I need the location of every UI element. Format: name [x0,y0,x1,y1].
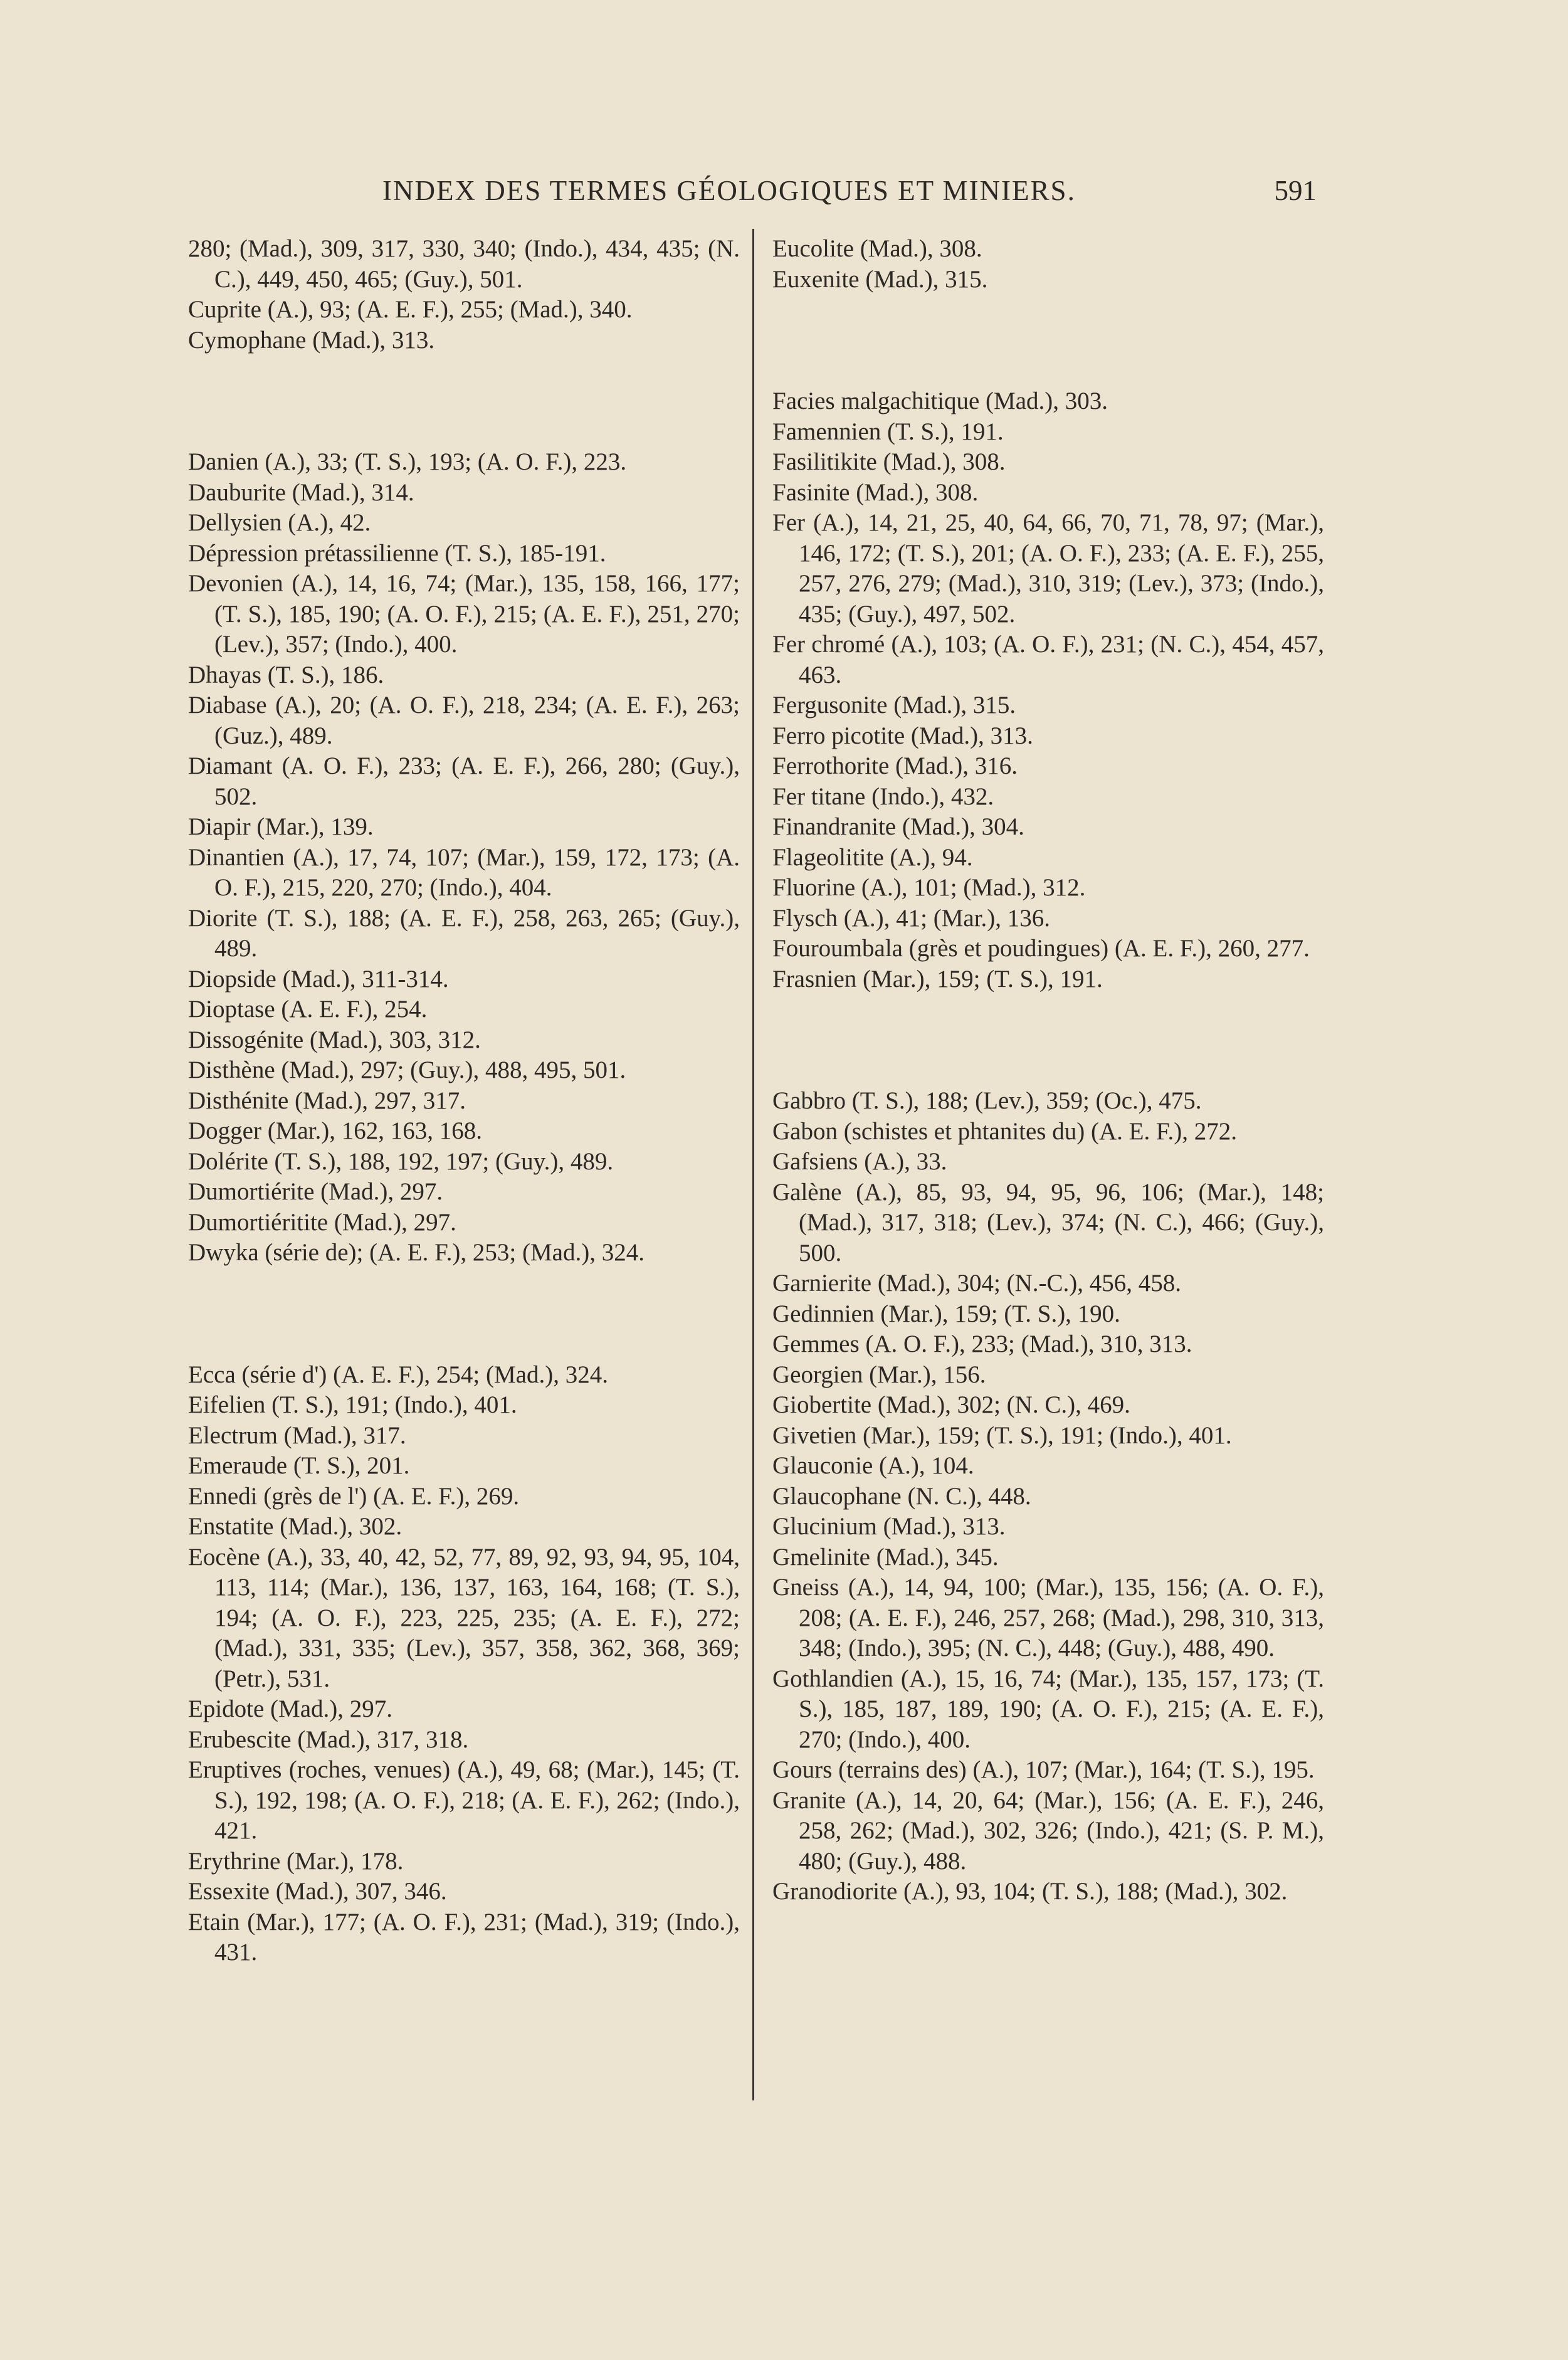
index-entry: Eifelien (T. S.), 191; (Indo.), 401. [188,1391,517,1418]
index-entry: Disthénite (Mad.), 297, 317. [188,1087,466,1114]
index-entry: Diopside (Mad.), 311-314. [188,965,449,993]
index-entry: Fouroumbala (grès et poudingues) (A. E. F.), 260, 277. [772,935,1310,962]
index-entry: Flysch (A.), 41; (Mar.), 136. [772,904,1051,932]
index-entry: Dellysien (A.), 42. [188,509,371,536]
index-entry: Diapir (Mar.), 139. [188,813,374,840]
index-entry: Gemmes (A. O. F.), 233; (Mad.), 310, 313. [772,1330,1192,1357]
index-entry: Fergusonite (Mad.), 315. [772,692,1016,719]
index-entry: Dolérite (T. S.), 188, 192, 197; (Guy.), 489. [188,1147,614,1175]
index-entry: Gabbro (T. S.), 188; (Lev.), 359; (Oc.), 475. [772,1087,1202,1114]
index-entry: Glaucophane (N. C.), 448. [772,1482,1031,1510]
index-entry: Gafsiens (A.), 33. [772,1148,947,1175]
index-entry: Fer (A.), 14, 21, 25, 40, 64, 66, 70, 71, 78, 97; (Mar.), 146, 172; (T. S.), 201; (A. O. F.), 233; (A. E. F.), 255, 257, 276, 279; (Mad.), 310, 319; (Lev.), 373; (Indo.), 435; (Guy.), 497, 502. [772,509,1324,628]
index-entry: Giobertite (Mad.), 302; (N. C.), 469. [772,1391,1130,1418]
index-entry: Essexite (Mad.), 307, 346. [188,1878,447,1905]
index-group-d [188,447,740,1268]
column-divider [752,229,754,2100]
index-entry: Eruptives (roches, venues) (A.), 49, 68; (Mar.), 145; (T. S.), 192, 198; (A. O. F.), 218; (A. E. F.), 262; (Indo.), 421. [188,1756,740,1844]
index-entry: Emeraude (T. S.), 201. [188,1452,410,1479]
index-group-c [188,234,740,356]
index-entry: Fasilitikite (Mad.), 308. [772,448,1006,475]
index-entry: Georgien (Mar.), 156. [772,1361,986,1388]
index-entry: Dumortiérite (Mad.), 297. [188,1178,443,1205]
running-header [188,174,1317,212]
index-entry: Facies malgachitique (Mad.), 303. [772,387,1108,414]
index-group-e [188,1360,740,1968]
index-entry: Eocène (A.), 33, 40, 42, 52, 77, 89, 92, 93, 94, 95, 104, 113, 114; (Mar.), 136, 137, 163, 164, 168; (T. S.), 194; (A. O. F.), 223, 225, 235; (A. E. F.), 272; (Mad.), 331, 335; (Lev.), 357, 358, 362, 368, 369; (Petr.), 531. [188,1543,740,1692]
index-entry: Gneiss (A.), 14, 94, 100; (Mar.), 135, 156; (A. O. F.), 208; (A. E. F.), 246, 257, 268; (Mad.), 298, 310, 313, 348; (Indo.), 395; (N. C.), 448; (Guy.), 488, 490. [772,1574,1324,1662]
index-entry: Erubescite (Mad.), 317, 318. [188,1725,469,1753]
index-entry: Fasinite (Mad.), 308. [772,478,979,506]
index-entry: Euxenite (Mad.), 315. [772,265,988,293]
index-entry: Ferro picotite (Mad.), 313. [772,722,1033,749]
index-entry: Dépression prétassilienne (T. S.), 185-191. [188,539,606,567]
index-entry: Dissogénite (Mad.), 303, 312. [188,1026,481,1053]
index-entry: Electrum (Mad.), 317. [188,1421,406,1449]
index-entry: Gours (terrains des) (A.), 107; (Mar.), 164; (T. S.), 195. [772,1756,1315,1783]
section-gap [772,994,1324,1086]
index-entry: Finandranite (Mad.), 304. [772,813,1024,840]
index-entry: Glucinium (Mad.), 313. [772,1513,1006,1540]
index-group-f [772,386,1324,994]
index-entry: Enstatite (Mad.), 302. [188,1513,403,1540]
index-group-g [772,1086,1324,1907]
index-entry: Dauburite (Mad.), 314. [188,478,414,506]
index-entry: Frasnien (Mar.), 159; (T. S.), 191. [772,965,1103,993]
index-entry: Dogger (Mar.), 162, 163, 168. [188,1117,483,1144]
index-entry: Flageolitite (A.), 94. [772,843,973,871]
index-entry: Gothlandien (A.), 15, 16, 74; (Mar.), 135, 157, 173; (T. S.), 185, 187, 189, 190; (A. O. F.), 215; (A. E. F.), 270; (Indo.), 400. [772,1665,1324,1753]
index-entry: Cuprite (A.), 93; (A. E. F.), 255; (Mad.), 340. [188,296,633,323]
index-entry: Fer titane (Indo.), 432. [772,782,994,810]
page-number: 591 [1274,175,1317,206]
index-entry: Diorite (T. S.), 188; (A. E. F.), 258, 263, 265; (Guy.), 489. [188,904,740,962]
index-entry: Dinantien (A.), 17, 74, 107; (Mar.), 159, 172, 173; (A. O. F.), 215, 220, 270; (Indo.), 404. [188,843,740,901]
index-entry: Epidote (Mad.), 297. [188,1695,393,1722]
index-entry: Galène (A.), 85, 93, 94, 95, 96, 106; (Mar.), 148; (Mad.), 317, 318; (Lev.), 374; (N. C.), 466; (Guy.), 500. [772,1178,1324,1267]
index-entry: Eucolite (Mad.), 308. [772,235,982,262]
index-entry: Granite (A.), 14, 20, 64; (Mar.), 156; (A. E. F.), 246, 258, 262; (Mad.), 302, 326; (Indo.), 421; (S. P. M.), 480; (Guy.), 488. [772,1786,1324,1875]
section-gap [188,1268,740,1360]
index-entry: Devonien (A.), 14, 16, 74; (Mar.), 135, 158, 166, 177; (T. S.), 185, 190; (A. O. F.), 215; (A. E. F.), 251, 270; (Lev.), 357; (Indo.), 400. [188,570,740,658]
index-entry: Gabon (schistes et phtanites du) (A. E. F.), 272. [772,1117,1237,1145]
section-gap [772,295,1324,386]
index-entry: Dioptase (A. E. F.), 254. [188,996,428,1023]
index-entry: Diabase (A.), 20; (A. O. F.), 218, 234; (A. E. F.), 263; (Guz.), 489. [188,692,740,749]
index-entry: Garnierite (Mad.), 304; (N.-C.), 456, 458. [772,1270,1182,1297]
index-entry: Granodiorite (A.), 93, 104; (T. S.), 188; (Mad.), 302. [772,1878,1288,1905]
running-title: INDEX DES TERMES GÉOLOGIQUES ET MINIERS. [382,175,1076,206]
index-entry: 280; (Mad.), 309, 317, 330, 340; (Indo.), 434, 435; (N. C.), 449, 450, 465; (Guy.), 501. [188,235,740,293]
index-entry: Dumortiéritite (Mad.), 297. [188,1208,456,1236]
index-entry: Dwyka (série de); (A. E. F.), 253; (Mad.), 324. [188,1239,645,1266]
section-gap [188,356,740,447]
left-column [188,234,740,1968]
index-entry: Ecca (série d') (A. E. F.), 254; (Mad.), 324. [188,1361,608,1388]
index-group-e2 [772,234,1324,295]
index-entry: Etain (Mar.), 177; (A. O. F.), 231; (Mad.), 319; (Indo.), 431. [188,1908,740,1966]
index-entry: Ennedi (grès de l') (A. E. F.), 269. [188,1482,520,1510]
index-entry: Glauconie (A.), 104. [772,1452,974,1479]
index-entry: Gmelinite (Mad.), 345. [772,1543,999,1571]
index-entry: Famennien (T. S.), 191. [772,418,1004,445]
index-entry: Fer chromé (A.), 103; (A. O. F.), 231; (N. C.), 454, 457, 463. [772,631,1324,688]
index-entry: Dhayas (T. S.), 186. [188,661,384,688]
index-entry: Cymophane (Mad.), 313. [188,326,435,354]
index-entry: Gedinnien (Mar.), 159; (T. S.), 190. [772,1300,1120,1327]
index-entry: Givetien (Mar.), 159; (T. S.), 191; (Indo.), 401. [772,1421,1232,1449]
index-entry: Fluorine (A.), 101; (Mad.), 312. [772,874,1086,901]
index-entry: Danien (A.), 33; (T. S.), 193; (A. O. F.), 223. [188,448,627,475]
right-column [772,234,1324,1907]
index-entry: Erythrine (Mar.), 178. [188,1847,404,1875]
index-entry: Ferrothorite (Mad.), 316. [772,752,1018,779]
index-entry: Disthène (Mad.), 297; (Guy.), 488, 495, 501. [188,1056,626,1083]
index-entry: Diamant (A. O. F.), 233; (A. E. F.), 266, 280; (Guy.), 502. [188,752,740,810]
